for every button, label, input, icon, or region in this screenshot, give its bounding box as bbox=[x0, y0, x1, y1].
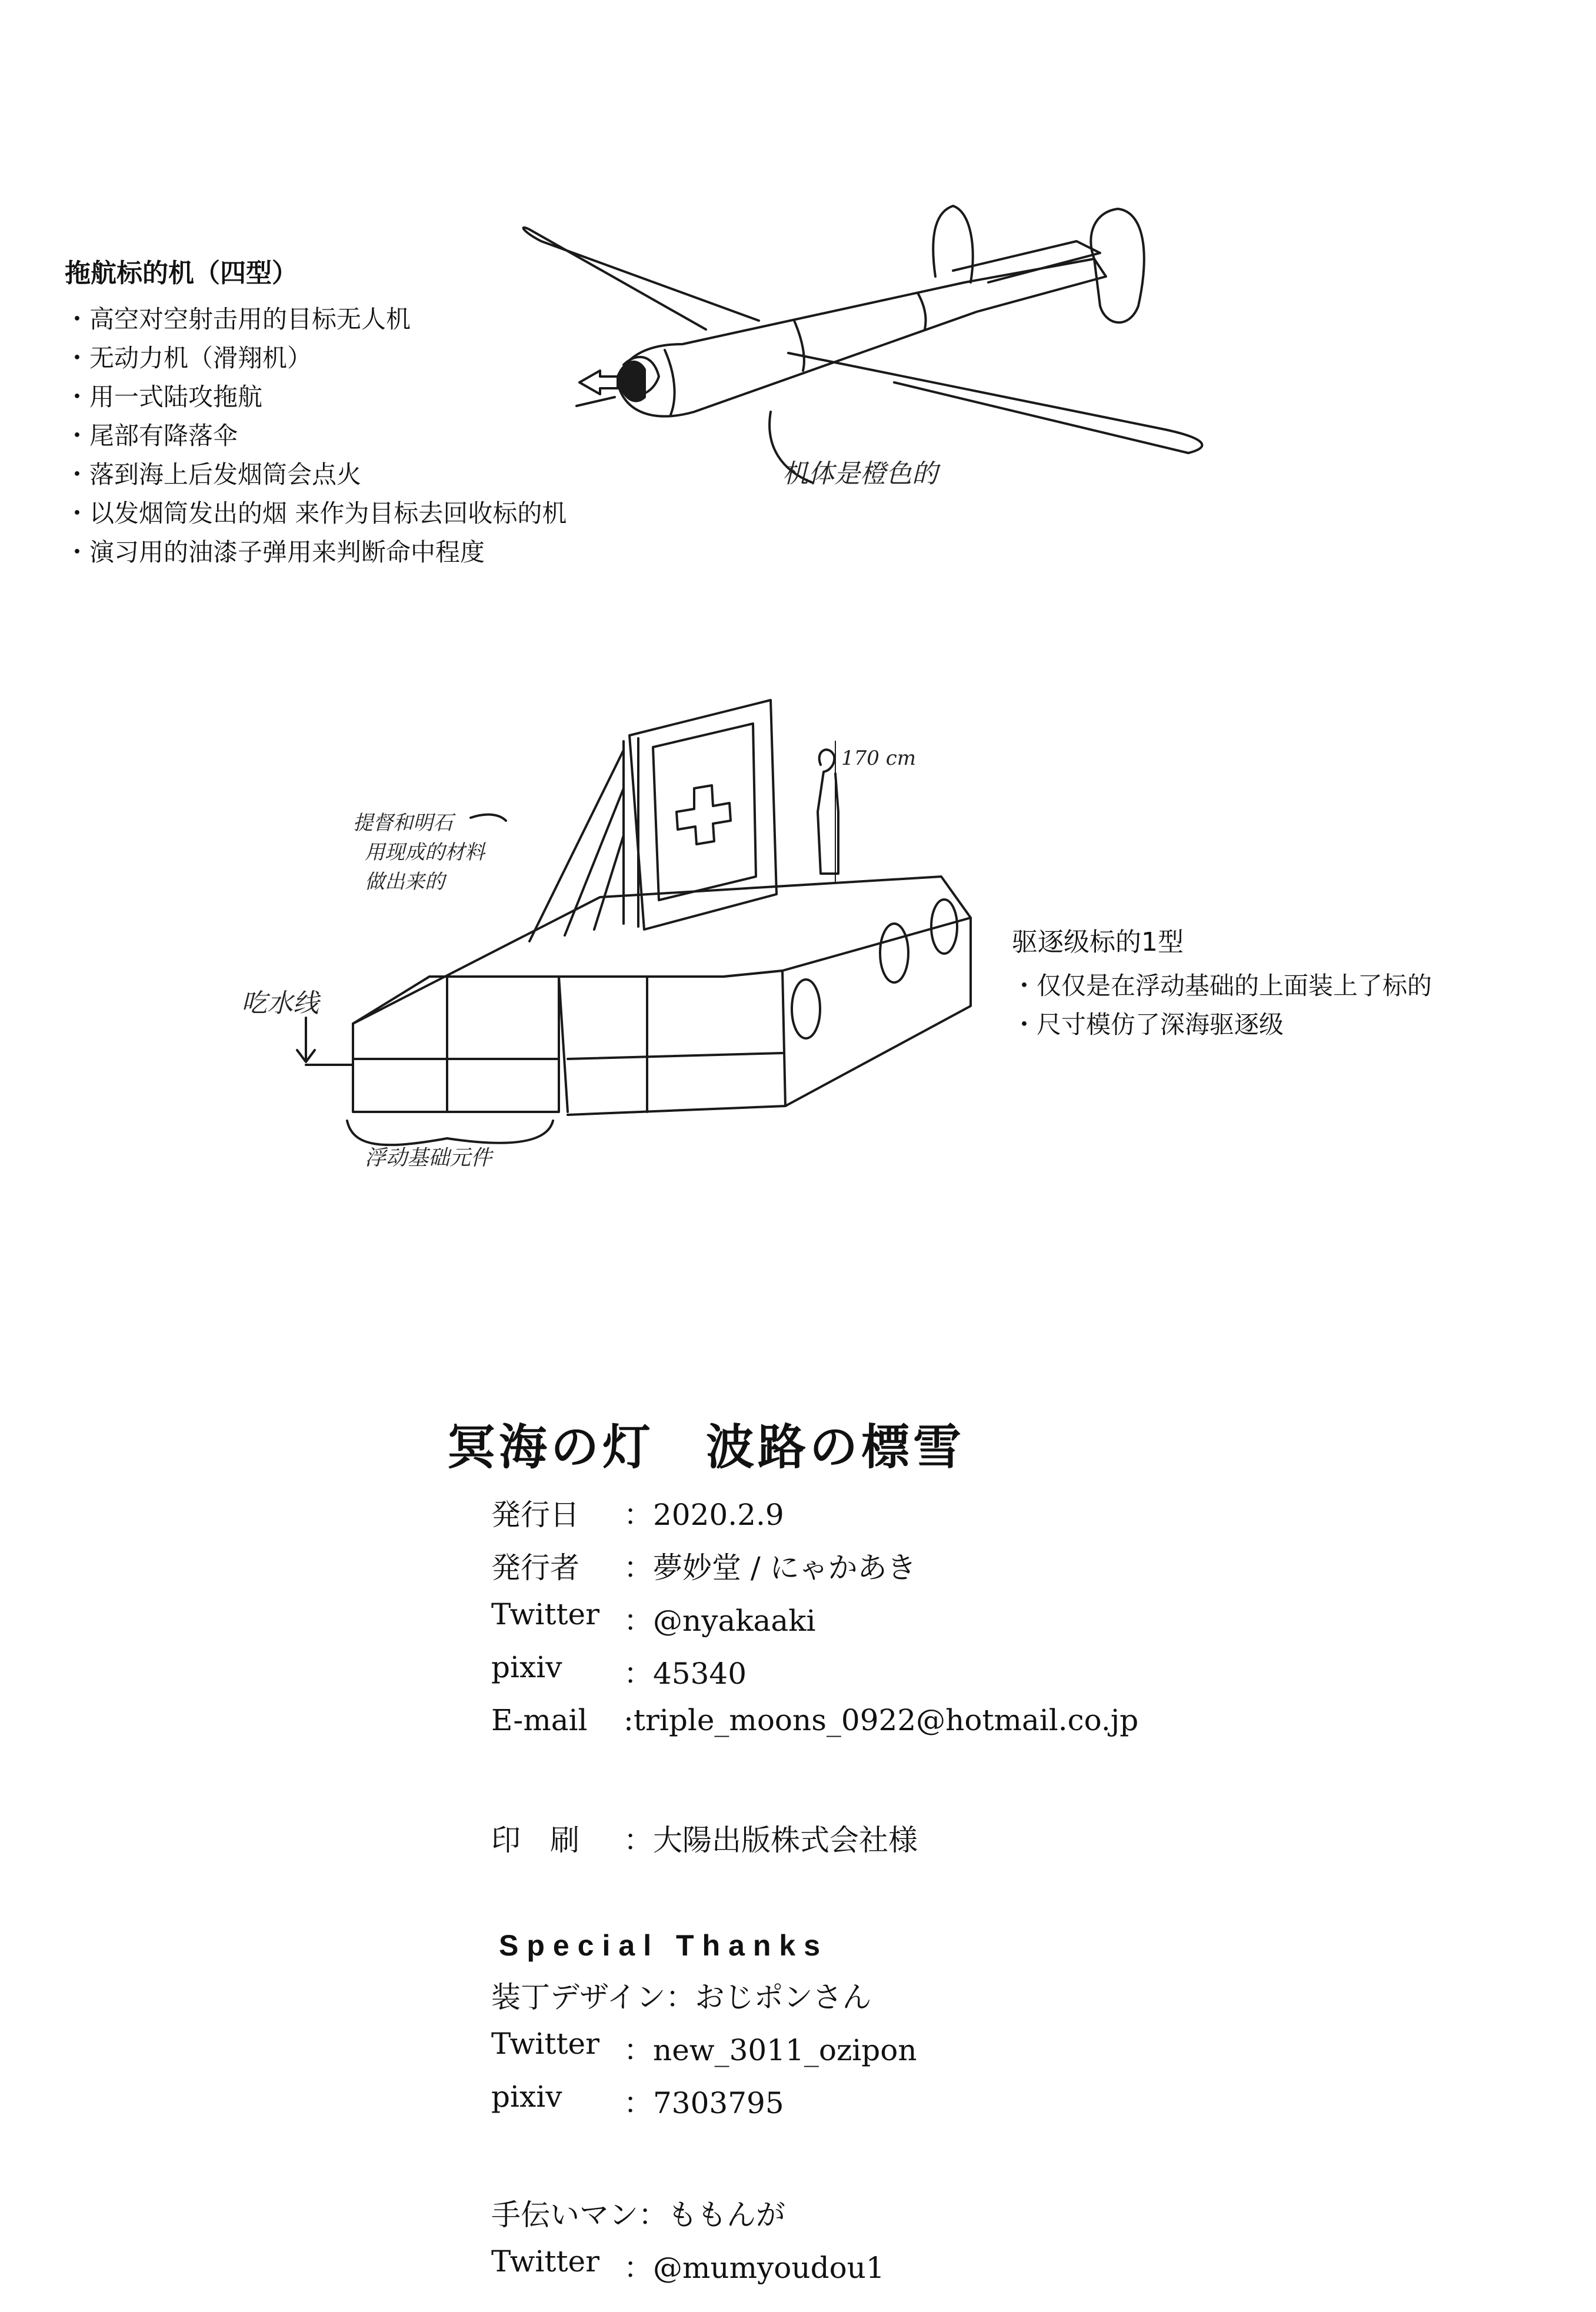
info-key: pixiv bbox=[491, 1650, 562, 1684]
special-thanks-heading: Special Thanks bbox=[499, 1929, 829, 1962]
info-row-pixiv bbox=[491, 1650, 1138, 1703]
height-label: 170 cm bbox=[841, 747, 916, 770]
list-item: ・ 演习用的油漆子弹用来判断命中程度 bbox=[65, 533, 567, 572]
list-item: ・ 用一式陆攻拖航 bbox=[65, 378, 567, 417]
base-element-label: 浮动基础元件 bbox=[365, 1146, 492, 1170]
info-key: pixiv bbox=[491, 2080, 562, 2114]
info-value: ：夢妙堂 / にゃかあき bbox=[624, 1551, 917, 1585]
raft-notes-heading: 驱逐级标的1型 bbox=[1012, 927, 1184, 957]
thanks-row bbox=[491, 1974, 917, 2027]
info-key: E-mail bbox=[491, 1703, 588, 1737]
thanks-row bbox=[491, 2244, 885, 2297]
info-row-print bbox=[491, 1817, 918, 1870]
material-label-line3: 做出来的 bbox=[365, 870, 445, 894]
material-label-line1: 提督和明石 bbox=[353, 811, 453, 835]
info-key: 手伝いマン bbox=[491, 2198, 638, 2232]
info-value: ：ももんが bbox=[638, 2198, 785, 2232]
info-value: ：@mumyoudou1 bbox=[624, 2251, 885, 2285]
info-key: Twitter bbox=[491, 1597, 600, 1631]
info-key: 発行者 bbox=[491, 1551, 579, 1585]
material-label-line2: 用现成的材料 bbox=[365, 841, 485, 864]
thanks-row bbox=[491, 2080, 917, 2133]
raft-notes-list bbox=[1012, 967, 1432, 1044]
list-item: ・ 尺寸模仿了深海驱逐级 bbox=[1012, 1005, 1432, 1044]
info-value: ：大陽出版株式会社様 bbox=[624, 1823, 918, 1857]
plane-notes bbox=[65, 252, 567, 572]
info-key: Twitter bbox=[491, 2244, 600, 2278]
plane-notes-list bbox=[65, 300, 567, 572]
info-value: :triple_moons_0922@hotmail.co.jp bbox=[624, 1703, 1139, 1737]
thanks-row bbox=[491, 2027, 917, 2080]
list-item: ・ 仅仅是在浮动基础的上面装上了标的 bbox=[1012, 967, 1432, 1005]
info-key: Twitter bbox=[491, 2027, 600, 2061]
info-value: ：おじポンさん bbox=[665, 1980, 872, 2014]
list-item: ・ 高空对空射击用的目标无人机 bbox=[65, 300, 567, 339]
info-key: 印 刷 bbox=[491, 1823, 579, 1857]
thanks-helper bbox=[491, 2191, 885, 2297]
info-row-publisher bbox=[491, 1544, 1138, 1597]
list-item: ・ 落到海上后发烟筒会点火 bbox=[65, 455, 567, 494]
info-value: ：45340 bbox=[624, 1657, 747, 1691]
plane-notes-heading: 拖航标的机（四型） bbox=[65, 258, 298, 288]
info-key: 装丁デザイン bbox=[491, 1980, 666, 2014]
colophon-info bbox=[491, 1491, 1138, 1756]
raft-notes bbox=[1012, 921, 1432, 1044]
plane-color-label: 机体是橙色的 bbox=[782, 459, 938, 489]
list-item: ・ 以发烟筒发出的烟 来作为目标去回收标的机 bbox=[65, 494, 567, 533]
list-item: ・ 无动力机（滑翔机） bbox=[65, 339, 567, 378]
info-value: ：2020.2.9 bbox=[624, 1498, 784, 1532]
info-value: ：new_3011_ozipon bbox=[624, 2033, 917, 2067]
info-value: ：7303795 bbox=[624, 2086, 784, 2120]
tow-target-plane-sketch bbox=[524, 206, 1202, 482]
info-value: ：@nyakaaki bbox=[624, 1604, 816, 1638]
info-row-twitter bbox=[491, 1597, 1138, 1650]
waterline-label: 吃水线 bbox=[241, 988, 319, 1018]
thanks-row bbox=[491, 2191, 885, 2244]
thanks-designer bbox=[491, 1974, 917, 2133]
list-item: ・ 尾部有降落伞 bbox=[65, 417, 567, 455]
info-key: 発行日 bbox=[491, 1498, 579, 1532]
book-title: 冥海の灯 波路の標雪 bbox=[447, 1420, 965, 1475]
info-row-email bbox=[491, 1703, 1138, 1756]
info-row-date bbox=[491, 1491, 1138, 1544]
